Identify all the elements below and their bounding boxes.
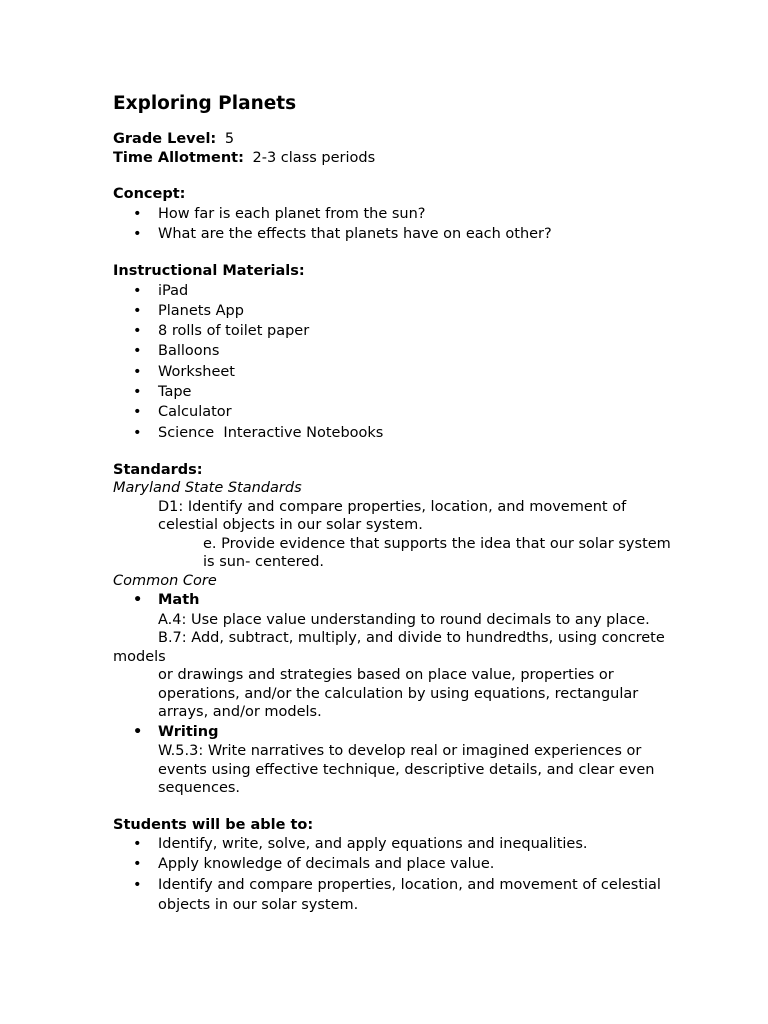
time-allotment-label: Time Allotment: <box>113 149 244 166</box>
list-item: • Identify and compare properties, location, and movement of celestial objects in our solar system. <box>113 875 673 916</box>
list-item: • Identify, write, solve, and apply equations and inequalities. <box>113 834 673 854</box>
list-item: • How far is each planet from the sun? <box>113 204 673 224</box>
standard-b7-part1: B.7: Add, subtract, multiply, and divide to hundredths, using concrete models <box>113 630 665 665</box>
list-item: • Calculator <box>113 402 673 422</box>
list-item: • iPad <box>113 281 673 301</box>
objectives-list <box>113 834 673 915</box>
standard-d1: D1: Identify and compare properties, location, and movement of celestial objects in our solar system. <box>158 498 627 534</box>
standard-a4: A.4: Use place value understanding to round decimals to any place. <box>158 611 650 628</box>
time-allotment-value: 2-3 class periods <box>252 149 376 166</box>
standards-heading: Standards: <box>113 461 203 478</box>
standard-b7-part2: or drawings and strategies based on place value, properties or operations, and/or the calculation by using equations, rectangular arrays, and/or models. <box>158 667 639 721</box>
list-item: • Planets App <box>113 301 673 321</box>
standard-d1e: e. Provide evidence that supports the idea that our solar system is sun- centered. <box>203 535 671 571</box>
list-item: • Balloons <box>113 341 673 361</box>
time-allotment <box>113 149 673 168</box>
list-item: • What are the effects that planets have on each other? <box>113 224 673 244</box>
list-item: • Science Interactive Notebooks <box>113 423 673 443</box>
objectives-heading: Students will be able to: <box>113 816 314 833</box>
list-item: • Apply knowledge of decimals and place value. <box>113 854 673 874</box>
grade-level <box>113 130 673 149</box>
math-list <box>113 590 673 610</box>
math-label: • Math <box>113 590 673 610</box>
maryland-standards-label: Maryland State Standards <box>113 480 302 497</box>
common-core-label: Common Core <box>113 572 217 589</box>
concept-heading: Concept: <box>113 186 186 202</box>
grade-level-label: Grade Level: <box>113 131 217 147</box>
materials-list <box>113 281 673 443</box>
list-item: • Tape <box>113 382 673 402</box>
writing-label: • Writing <box>113 722 673 742</box>
materials-heading: Instructional Materials: <box>113 263 305 280</box>
document-content <box>113 92 673 915</box>
document-title: Exploring Planets <box>113 93 297 114</box>
grade-level-value: 5 <box>224 131 235 147</box>
list-item: • 8 rolls of toilet paper <box>113 321 673 341</box>
concept-list <box>113 204 673 245</box>
standard-w53: W.5.3: Write narratives to develop real or imagined experiences or events using effective technique, descriptive details, and clear even sequences. <box>158 743 655 797</box>
list-item: • Worksheet <box>113 362 673 382</box>
writing-list <box>113 722 673 742</box>
